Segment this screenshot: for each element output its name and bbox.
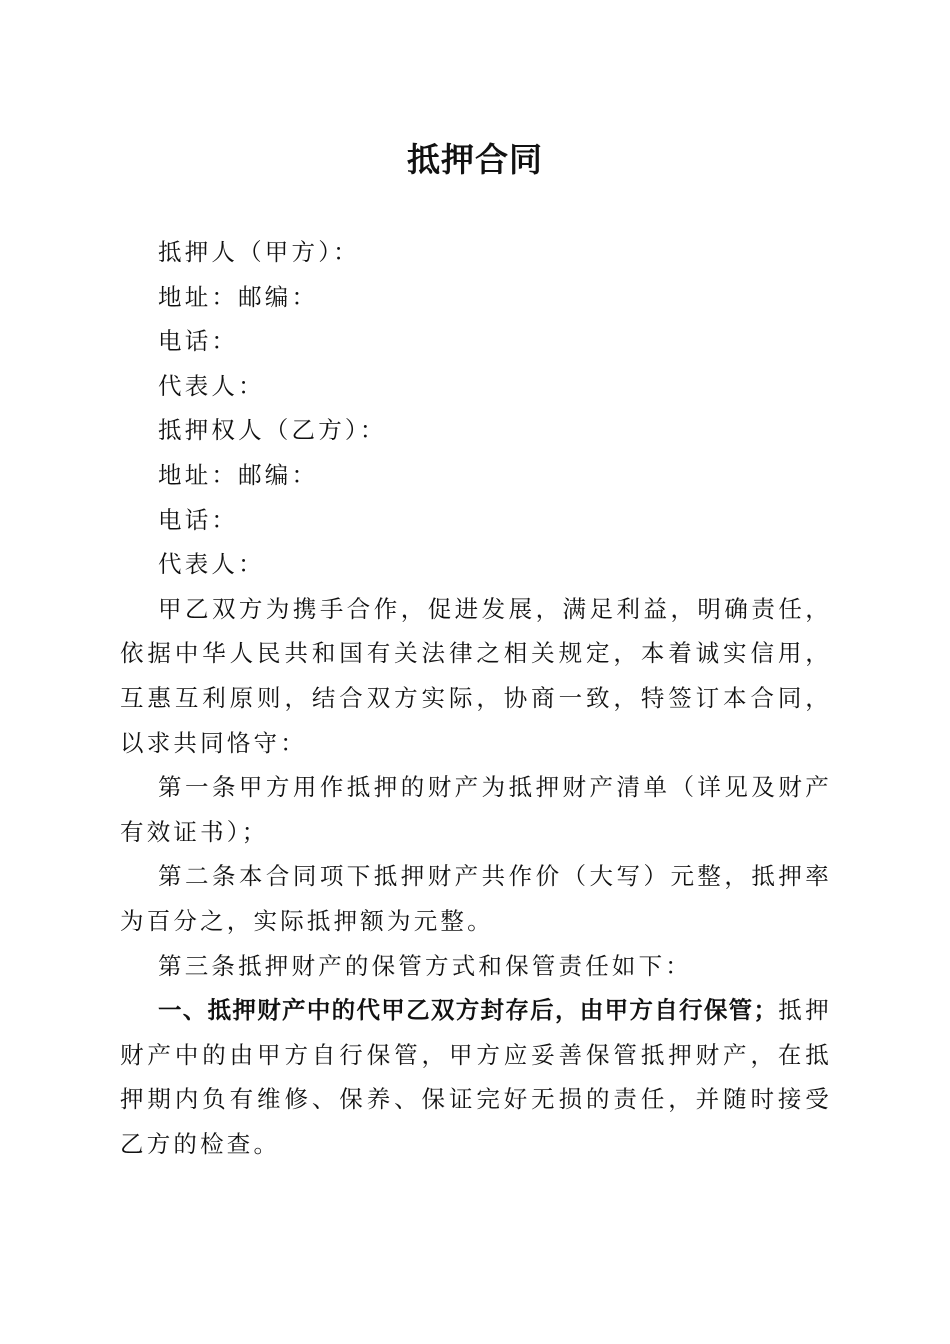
mortgagee-address-line: 地址：邮编： bbox=[158, 460, 319, 489]
contract-body bbox=[120, 230, 832, 1166]
mortgagee-representative-line: 代表人： bbox=[158, 550, 265, 579]
article-3: 第三条抵押财产的保管方式和保管责任如下： bbox=[158, 951, 692, 980]
contract-title: 抵押合同 bbox=[407, 140, 543, 179]
mortgagor-representative-line: 代表人： bbox=[158, 371, 265, 400]
mortgagee-line: 抵押权人（乙方）： bbox=[158, 416, 387, 445]
mortgagee-phone-line: 电话： bbox=[158, 505, 239, 534]
clause-1-lead: 一、抵押财产中的代甲乙双方封存后，由甲方自行保管； bbox=[158, 996, 778, 1025]
clause-1 bbox=[120, 988, 832, 1166]
preamble-paragraph: 甲乙双方为携手合作，促进发展，满足利益，明确责任，依据中华人民共和国有关法律之相关规定，本着诚实信用，互惠互利原则，结合双方实际，协商一致，特签订本合同，以求共同恪守： bbox=[120, 594, 832, 757]
clause-1-rest: 抵押财产中的由甲方自行保管，甲方应妥善保管抵押财产，在抵押期内负有维修、保养、保证完好无损的责任，并随时接受乙方的检查。 bbox=[120, 996, 833, 1158]
article-1: 第一条甲方用作抵押的财产为抵押财产清单（详见及财产有效证书）； bbox=[120, 773, 832, 846]
mortgagor-address-line: 地址：邮编： bbox=[158, 282, 319, 311]
article-2: 第二条本合同项下抵押财产共作价（大写）元整，抵押率为百分之，实际抵押额为元整。 bbox=[120, 862, 832, 935]
mortgagor-line: 抵押人（甲方）： bbox=[158, 238, 360, 266]
mortgagor-phone-line: 电话： bbox=[158, 327, 239, 356]
